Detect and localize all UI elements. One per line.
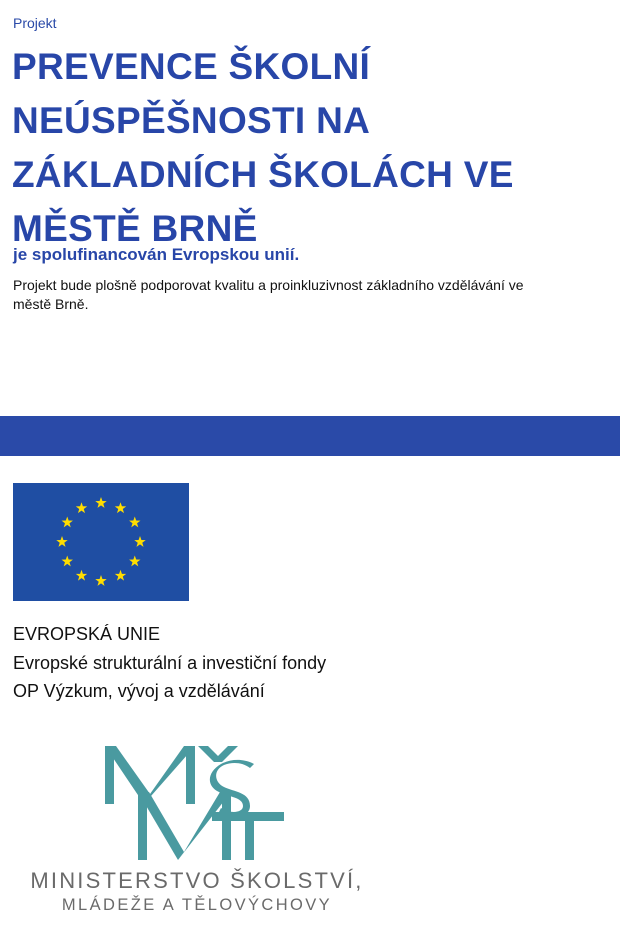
project-title-line: PREVENCE ŠKOLNÍ: [12, 46, 371, 87]
project-description-line: městě Brně.: [13, 296, 89, 312]
project-description-line: Projekt bude plošně podporovat kvalitu a proinkluzivnost základního vzdělávání ve: [13, 277, 524, 293]
eu-programme-label: OP Výzkum, vývoj a vzdělávání: [13, 681, 265, 701]
ministry-name: [12, 868, 382, 916]
msmt-logo-m2-right-leg: [222, 792, 231, 860]
msmt-logo-hacek: [198, 746, 238, 762]
project-title-line: ZÁKLADNÍCH ŠKOLÁCH VE: [12, 154, 514, 195]
msmt-logo-t-stem: [245, 812, 254, 860]
project-title-line: MĚSTĚ BRNĚ: [12, 208, 258, 249]
msmt-logo-icon: [100, 742, 290, 864]
ministry-name-line2: MLÁDEŽE A TĚLOVÝCHOVY: [61, 896, 333, 914]
eu-flag-icon: [13, 483, 189, 601]
blue-divider-band: [0, 416, 620, 456]
msmt-logo-m-right-leg: [186, 746, 195, 804]
project-title: [12, 40, 612, 256]
eu-text-block: [13, 620, 326, 706]
project-label: Projekt: [13, 15, 57, 31]
eu-union-label: EVROPSKÁ UNIE: [13, 624, 161, 644]
ministry-name-line1: MINISTERSTVO ŠKOLSTVÍ,: [30, 868, 364, 893]
cofinanced-subtitle: je spolufinancován Evropskou unií.: [13, 245, 300, 264]
project-description: [13, 276, 608, 314]
eu-funds-label: Evropské strukturální a investiční fondy: [13, 652, 327, 673]
project-title-line: NEÚSPĚŠNOSTI NA: [12, 100, 371, 141]
